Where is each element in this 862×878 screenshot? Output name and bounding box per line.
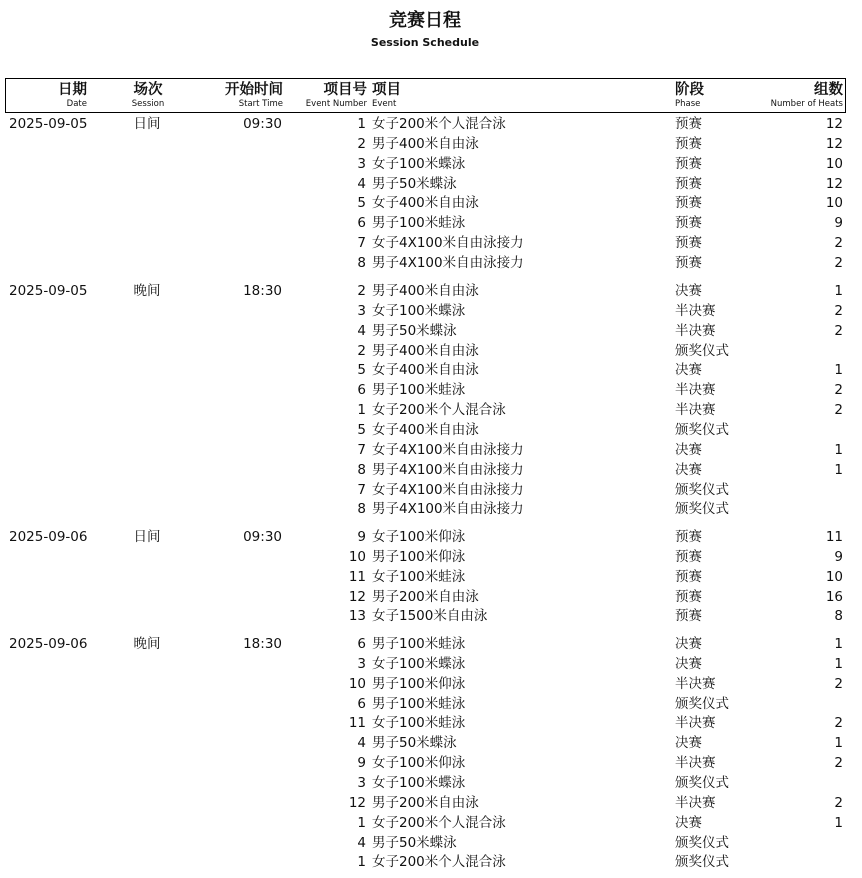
event-number-cell: 11 bbox=[348, 568, 366, 585]
table-row bbox=[0, 587, 862, 607]
heats-cell: 2 bbox=[834, 402, 843, 419]
phase-cell: 决赛 bbox=[675, 814, 702, 831]
table-header bbox=[5, 78, 846, 113]
table-row bbox=[0, 773, 862, 793]
event-cell: 女子200米个人混合泳 bbox=[372, 854, 506, 871]
event-number-cell: 1 bbox=[357, 854, 366, 871]
phase-cell: 决赛 bbox=[675, 636, 702, 652]
event-cell: 男子100米蛙泳 bbox=[372, 382, 466, 399]
table-row bbox=[0, 193, 862, 213]
table-row bbox=[0, 114, 862, 134]
header-heats-en: Number of Heats bbox=[770, 99, 843, 109]
phase-cell: 颁奖仪式 bbox=[675, 421, 729, 438]
heats-cell: 1 bbox=[834, 362, 843, 379]
table-row bbox=[0, 813, 862, 833]
phase-cell: 预赛 bbox=[675, 529, 702, 545]
event-cell: 女子4X100米自由泳接力 bbox=[372, 441, 524, 458]
date-cell: 2025-09-05 bbox=[9, 116, 88, 132]
table-row bbox=[0, 134, 862, 154]
heats-cell: 2 bbox=[834, 322, 843, 339]
event-cell: 男子200米自由泳 bbox=[372, 794, 479, 811]
phase-cell: 决赛 bbox=[675, 735, 702, 752]
table-row bbox=[0, 753, 862, 773]
table-row bbox=[0, 833, 862, 853]
phase-cell: 决赛 bbox=[675, 283, 702, 299]
table-row bbox=[0, 713, 862, 733]
event-cell: 男子100米蛙泳 bbox=[372, 215, 466, 232]
event-number-cell: 5 bbox=[357, 421, 366, 438]
event-cell: 男子50米蝶泳 bbox=[372, 322, 457, 339]
phase-cell: 预赛 bbox=[675, 175, 702, 192]
table-row bbox=[0, 174, 862, 194]
heats-cell: 12 bbox=[825, 135, 843, 152]
page-title: 竞赛日程 bbox=[389, 10, 461, 31]
phase-cell: 半决赛 bbox=[675, 794, 716, 811]
phase-cell: 半决赛 bbox=[675, 322, 716, 339]
event-number-cell: 8 bbox=[357, 461, 366, 478]
event-cell: 女子100米仰泳 bbox=[372, 529, 466, 545]
table-row bbox=[0, 527, 862, 547]
event-number-cell: 4 bbox=[357, 175, 366, 192]
table-row bbox=[0, 793, 862, 813]
event-cell: 女子4X100米自由泳接力 bbox=[372, 481, 524, 498]
phase-cell: 颁奖仪式 bbox=[675, 774, 729, 791]
event-number-cell: 10 bbox=[348, 548, 366, 565]
event-cell: 男子400米自由泳 bbox=[372, 283, 479, 299]
date-cell: 2025-09-06 bbox=[9, 529, 88, 545]
event-number-cell: 3 bbox=[357, 155, 366, 172]
heats-cell: 10 bbox=[825, 568, 843, 585]
heats-cell: 9 bbox=[834, 548, 843, 565]
table-row bbox=[0, 499, 862, 519]
heats-cell: 11 bbox=[825, 529, 843, 545]
event-number-cell: 3 bbox=[357, 774, 366, 791]
event-cell: 女子100米蝶泳 bbox=[372, 155, 466, 172]
table-row bbox=[0, 606, 862, 626]
table-row bbox=[0, 567, 862, 587]
phase-cell: 半决赛 bbox=[675, 715, 716, 732]
phase-cell: 颁奖仪式 bbox=[675, 834, 729, 851]
heats-cell: 2 bbox=[834, 302, 843, 319]
event-number-cell: 4 bbox=[357, 834, 366, 851]
event-number-cell: 9 bbox=[357, 755, 366, 772]
heats-cell: 1 bbox=[834, 735, 843, 752]
phase-cell: 决赛 bbox=[675, 362, 702, 379]
event-cell: 男子50米蝶泳 bbox=[372, 834, 457, 851]
event-cell: 女子1500米自由泳 bbox=[372, 608, 488, 625]
heats-cell: 10 bbox=[825, 155, 843, 172]
header-event-number bbox=[287, 81, 367, 110]
phase-cell: 预赛 bbox=[675, 215, 702, 232]
event-cell: 男子100米蛙泳 bbox=[372, 695, 466, 712]
table-row bbox=[0, 460, 862, 480]
table-row bbox=[0, 281, 862, 301]
event-number-cell: 3 bbox=[357, 302, 366, 319]
phase-cell: 颁奖仪式 bbox=[675, 854, 729, 871]
table-row bbox=[0, 341, 862, 361]
phase-cell: 预赛 bbox=[675, 135, 702, 152]
event-cell: 男子50米蝶泳 bbox=[372, 175, 457, 192]
session-cell: 晚间 bbox=[133, 283, 161, 299]
table-row bbox=[0, 852, 862, 872]
event-cell: 男子4X100米自由泳接力 bbox=[372, 501, 524, 518]
phase-cell: 半决赛 bbox=[675, 675, 716, 692]
table-row bbox=[0, 480, 862, 500]
header-heats-cn: 组数 bbox=[814, 82, 843, 98]
phase-cell: 颁奖仪式 bbox=[675, 481, 729, 498]
heats-cell: 16 bbox=[825, 588, 843, 605]
phase-cell: 预赛 bbox=[675, 548, 702, 565]
event-number-cell: 8 bbox=[357, 254, 366, 271]
heats-cell: 1 bbox=[834, 636, 843, 652]
event-number-cell: 7 bbox=[357, 441, 366, 458]
start-time-cell: 09:30 bbox=[243, 529, 282, 545]
phase-cell: 预赛 bbox=[675, 235, 702, 252]
date-cell: 2025-09-05 bbox=[9, 283, 88, 299]
heats-cell: 2 bbox=[834, 675, 843, 692]
heats-cell: 9 bbox=[834, 215, 843, 232]
phase-cell: 决赛 bbox=[675, 461, 702, 478]
header-session-cn: 场次 bbox=[133, 82, 163, 98]
event-number-cell: 3 bbox=[357, 655, 366, 672]
heats-cell: 2 bbox=[834, 235, 843, 252]
heats-cell: 2 bbox=[834, 755, 843, 772]
table-row bbox=[0, 654, 862, 674]
phase-cell: 决赛 bbox=[675, 655, 702, 672]
heats-cell: 1 bbox=[834, 461, 843, 478]
event-cell: 女子100米蛙泳 bbox=[372, 568, 466, 585]
event-number-cell: 12 bbox=[348, 794, 366, 811]
event-cell: 女子200米个人混合泳 bbox=[372, 116, 506, 132]
heats-cell: 2 bbox=[834, 715, 843, 732]
phase-cell: 半决赛 bbox=[675, 302, 716, 319]
event-number-cell: 6 bbox=[357, 215, 366, 232]
event-cell: 男子50米蝶泳 bbox=[372, 735, 457, 752]
table-row bbox=[0, 547, 862, 567]
table-row bbox=[0, 733, 862, 753]
table-row bbox=[0, 634, 862, 654]
event-number-cell: 5 bbox=[357, 195, 366, 212]
event-number-cell: 5 bbox=[357, 362, 366, 379]
event-cell: 女子100米蝶泳 bbox=[372, 655, 466, 672]
event-number-cell: 6 bbox=[357, 695, 366, 712]
header-start-time bbox=[203, 81, 283, 110]
table-row bbox=[0, 440, 862, 460]
event-number-cell: 10 bbox=[348, 675, 366, 692]
header-phase-cn: 阶段 bbox=[675, 82, 704, 98]
event-cell: 男子200米自由泳 bbox=[372, 588, 479, 605]
table-row bbox=[0, 253, 862, 273]
event-cell: 女子100米蛙泳 bbox=[372, 715, 466, 732]
event-cell: 男子100米蛙泳 bbox=[372, 636, 466, 652]
event-cell: 男子4X100米自由泳接力 bbox=[372, 254, 524, 271]
header-event-cn: 项目 bbox=[372, 82, 401, 98]
event-cell: 女子100米蝶泳 bbox=[372, 774, 466, 791]
heats-cell: 12 bbox=[825, 116, 843, 132]
header-event bbox=[372, 81, 492, 110]
phase-cell: 半决赛 bbox=[675, 755, 716, 772]
start-time-cell: 18:30 bbox=[243, 283, 282, 299]
table-row bbox=[0, 154, 862, 174]
heats-cell: 12 bbox=[825, 175, 843, 192]
table-row bbox=[0, 674, 862, 694]
table-row bbox=[0, 301, 862, 321]
event-number-cell: 4 bbox=[357, 322, 366, 339]
phase-cell: 预赛 bbox=[675, 195, 702, 212]
event-cell: 女子400米自由泳 bbox=[372, 362, 479, 379]
event-cell: 女子100米仰泳 bbox=[372, 755, 466, 772]
header-event-en: Event bbox=[372, 99, 397, 109]
event-number-cell: 2 bbox=[357, 342, 366, 359]
start-time-cell: 18:30 bbox=[243, 636, 282, 652]
table-row bbox=[0, 420, 862, 440]
event-number-cell: 6 bbox=[357, 636, 366, 652]
phase-cell: 半决赛 bbox=[675, 402, 716, 419]
header-start-time-en: Start Time bbox=[238, 99, 283, 109]
header-heats bbox=[743, 81, 843, 110]
heats-cell: 1 bbox=[834, 283, 843, 299]
event-cell: 男子400米自由泳 bbox=[372, 135, 479, 152]
table-row bbox=[0, 321, 862, 341]
phase-cell: 决赛 bbox=[675, 441, 702, 458]
session-cell: 日间 bbox=[133, 529, 161, 545]
session-cell: 日间 bbox=[133, 116, 161, 132]
event-number-cell: 12 bbox=[348, 588, 366, 605]
table-row bbox=[0, 380, 862, 400]
header-event-number-en: Event Number bbox=[305, 99, 367, 109]
heats-cell: 1 bbox=[834, 814, 843, 831]
heats-cell: 1 bbox=[834, 655, 843, 672]
event-cell: 女子400米自由泳 bbox=[372, 195, 479, 212]
phase-cell: 颁奖仪式 bbox=[675, 342, 729, 359]
event-cell: 男子100米仰泳 bbox=[372, 675, 466, 692]
date-cell: 2025-09-06 bbox=[9, 636, 88, 652]
event-cell: 男子400米自由泳 bbox=[372, 342, 479, 359]
table-row bbox=[0, 213, 862, 233]
event-number-cell: 6 bbox=[357, 382, 366, 399]
phase-cell: 颁奖仪式 bbox=[675, 501, 729, 518]
heats-cell: 1 bbox=[834, 441, 843, 458]
header-start-time-cn: 开始时间 bbox=[225, 82, 283, 98]
phase-cell: 颁奖仪式 bbox=[675, 695, 729, 712]
header-session-en: Session bbox=[131, 99, 165, 109]
phase-cell: 预赛 bbox=[675, 155, 702, 172]
phase-cell: 预赛 bbox=[675, 588, 702, 605]
event-number-cell: 1 bbox=[357, 814, 366, 831]
event-cell: 女子200米个人混合泳 bbox=[372, 814, 506, 831]
table-row bbox=[0, 694, 862, 714]
event-cell: 女子200米个人混合泳 bbox=[372, 402, 506, 419]
event-number-cell: 9 bbox=[357, 529, 366, 545]
session-cell: 晚间 bbox=[133, 636, 161, 652]
header-session bbox=[119, 81, 177, 110]
event-number-cell: 1 bbox=[357, 116, 366, 132]
phase-cell: 预赛 bbox=[675, 116, 702, 132]
event-cell: 男子4X100米自由泳接力 bbox=[372, 461, 524, 478]
event-number-cell: 7 bbox=[357, 235, 366, 252]
header-date-cn: 日期 bbox=[58, 82, 87, 98]
page-subtitle: Session Schedule bbox=[370, 36, 480, 49]
heats-cell: 2 bbox=[834, 794, 843, 811]
event-cell: 女子100米蝶泳 bbox=[372, 302, 466, 319]
heats-cell: 10 bbox=[825, 195, 843, 212]
table-row bbox=[0, 400, 862, 420]
start-time-cell: 09:30 bbox=[243, 116, 282, 132]
event-cell: 女子400米自由泳 bbox=[372, 421, 479, 438]
event-number-cell: 13 bbox=[348, 608, 366, 625]
heats-cell: 8 bbox=[834, 608, 843, 625]
event-number-cell: 1 bbox=[357, 402, 366, 419]
header-event-number-cn: 项目号 bbox=[323, 82, 367, 98]
header-phase-en: Phase bbox=[675, 99, 701, 109]
header-date bbox=[7, 81, 87, 110]
table-row bbox=[0, 360, 862, 380]
phase-cell: 预赛 bbox=[675, 568, 702, 585]
heats-cell: 2 bbox=[834, 382, 843, 399]
heats-cell: 2 bbox=[834, 254, 843, 271]
event-number-cell: 8 bbox=[357, 501, 366, 518]
event-cell: 男子100米仰泳 bbox=[372, 548, 466, 565]
header-date-en: Date bbox=[66, 99, 87, 109]
phase-cell: 预赛 bbox=[675, 608, 702, 625]
event-number-cell: 7 bbox=[357, 481, 366, 498]
table-row bbox=[0, 233, 862, 253]
phase-cell: 半决赛 bbox=[675, 382, 716, 399]
event-number-cell: 2 bbox=[357, 135, 366, 152]
event-number-cell: 11 bbox=[348, 715, 366, 732]
phase-cell: 预赛 bbox=[675, 254, 702, 271]
event-cell: 女子4X100米自由泳接力 bbox=[372, 235, 524, 252]
event-number-cell: 2 bbox=[357, 283, 366, 299]
event-number-cell: 4 bbox=[357, 735, 366, 752]
